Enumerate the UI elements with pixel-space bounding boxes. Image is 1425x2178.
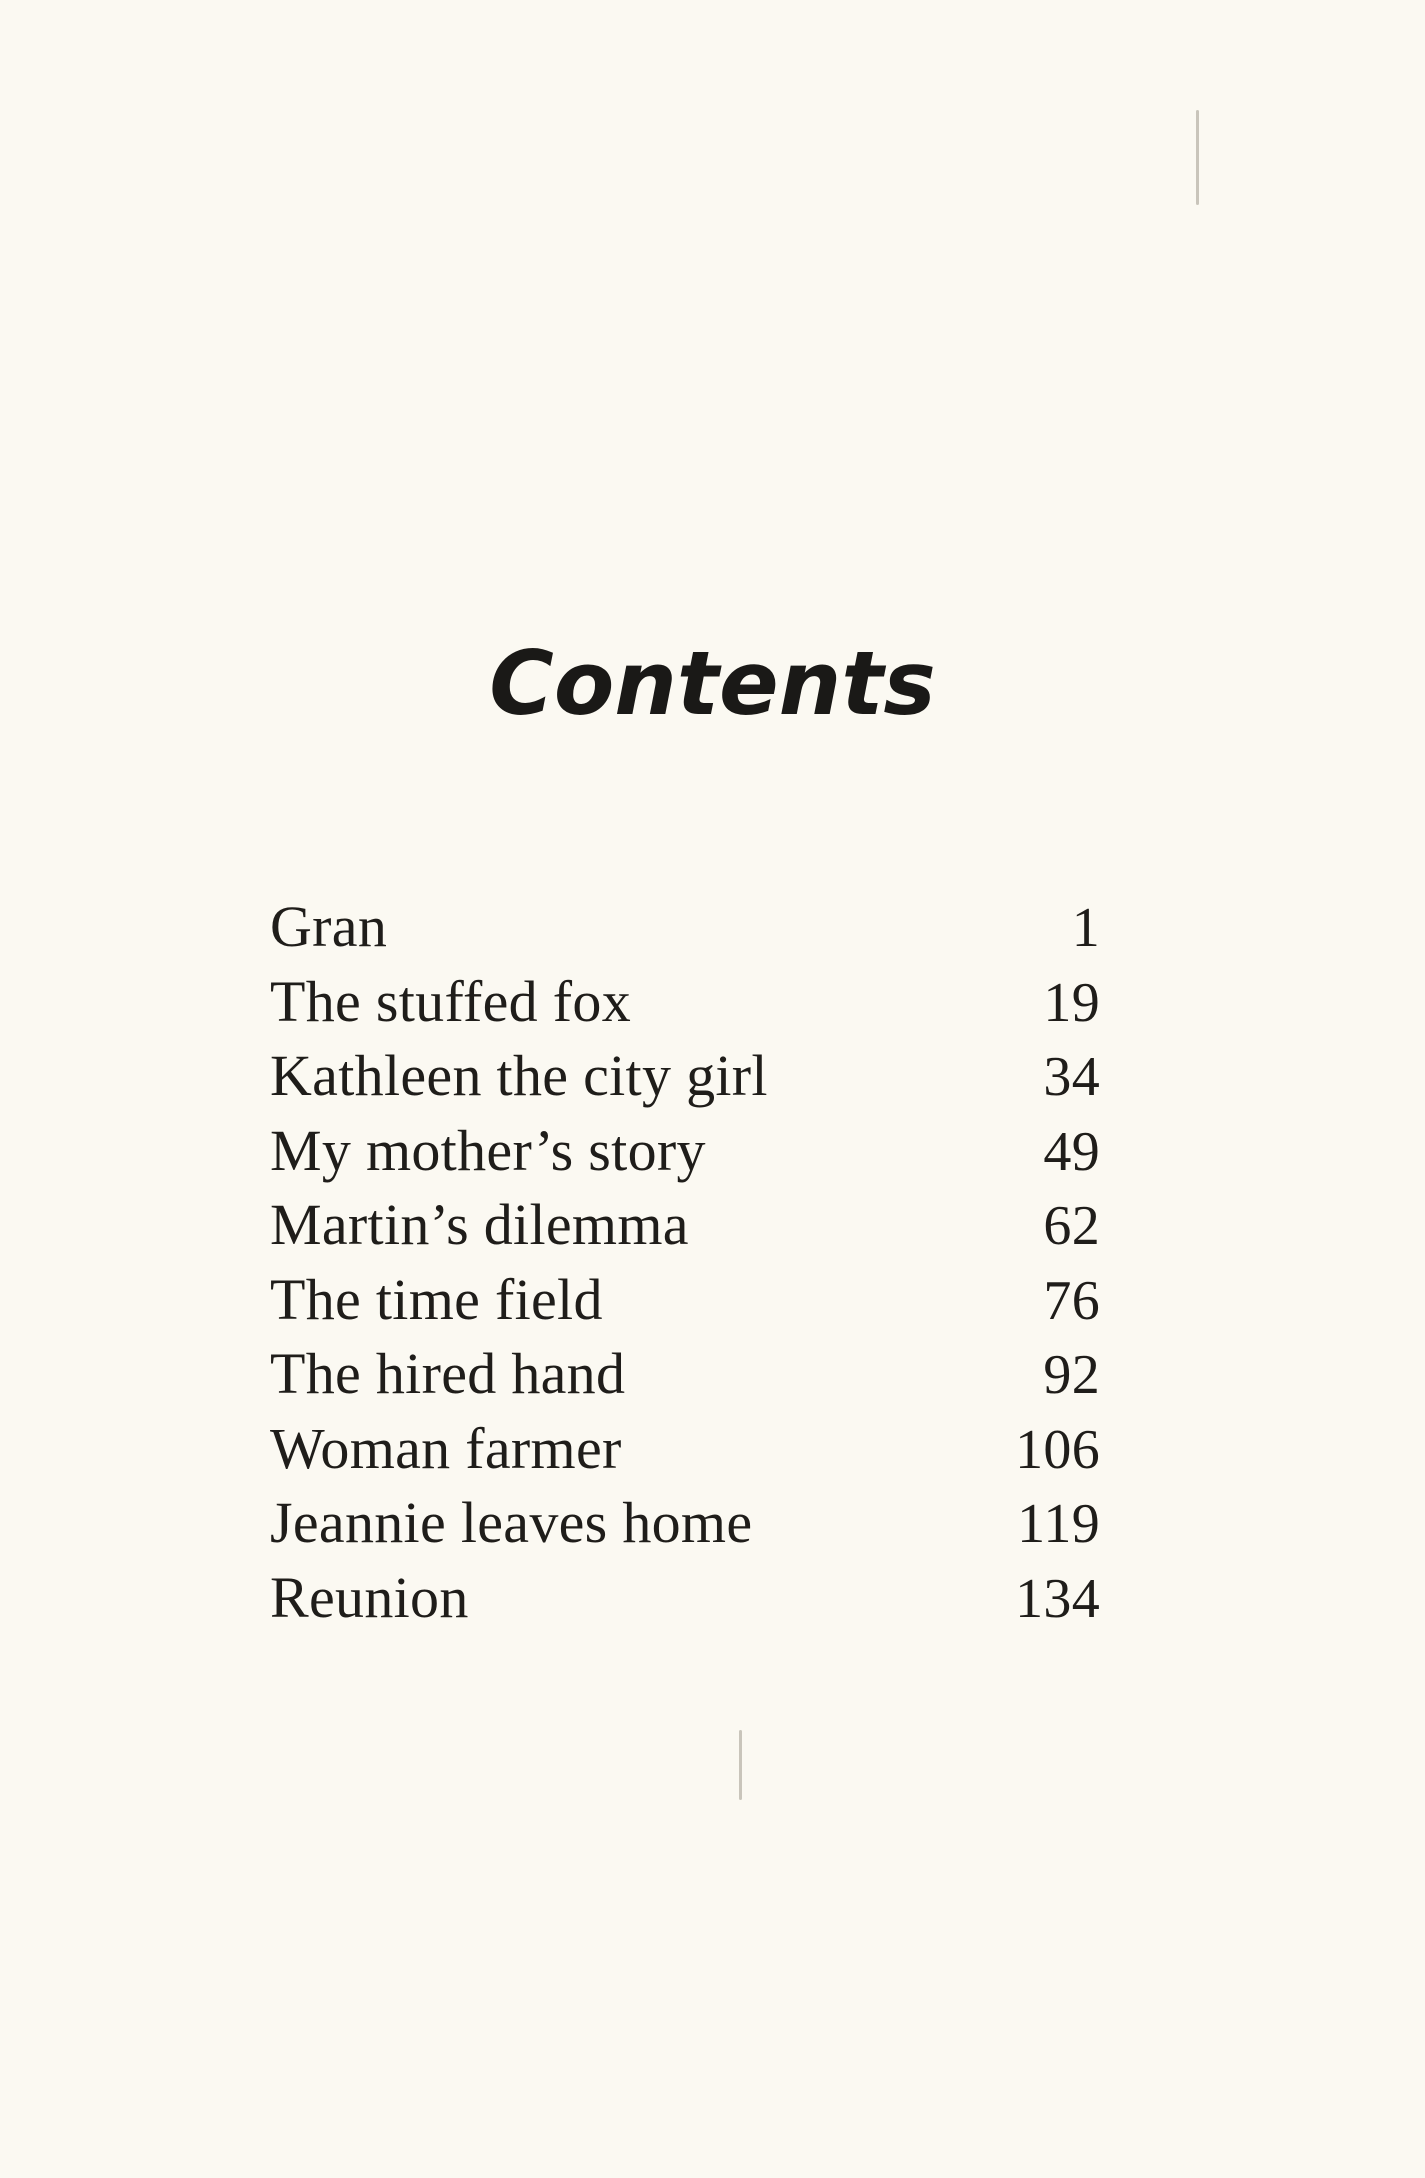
contents-entry <box>270 890 1100 965</box>
entry-page-number: 34 <box>1043 1046 1100 1108</box>
contents-entry <box>270 1188 1100 1263</box>
entry-title: Kathleen the city girl <box>270 1043 768 1108</box>
entry-page-number: 106 <box>1015 1418 1100 1481</box>
entry-page-number: 119 <box>1017 1493 1100 1555</box>
contents-entry <box>270 1561 1100 1636</box>
contents-entry <box>270 1337 1100 1412</box>
entry-page-number: 62 <box>1043 1195 1100 1257</box>
entry-title: My mother’s story <box>270 1117 706 1183</box>
page-title: Contents <box>489 631 936 735</box>
entry-title: Gran <box>270 894 388 959</box>
entry-title: Reunion <box>270 1564 469 1630</box>
contents-entry <box>270 1412 1100 1487</box>
entry-title: Martin’s dilemma <box>270 1192 689 1257</box>
contents-list <box>270 890 1100 1635</box>
paper-mark <box>1196 110 1199 205</box>
entry-title: Woman farmer <box>270 1415 622 1481</box>
contents-entry <box>270 1486 1100 1561</box>
contents-entry <box>270 965 1100 1040</box>
entry-title: The hired hand <box>270 1341 626 1406</box>
entry-page-number: 92 <box>1043 1344 1100 1406</box>
entry-title: Jeannie leaves home <box>270 1490 753 1555</box>
entry-title: The stuffed fox <box>270 968 631 1034</box>
entry-page-number: 134 <box>1015 1567 1100 1630</box>
entry-page-number: 19 <box>1043 971 1100 1034</box>
paper-mark <box>739 1730 742 1800</box>
contents-entry <box>270 1114 1100 1189</box>
contents-entry <box>270 1263 1100 1338</box>
entry-page-number: 49 <box>1043 1120 1100 1183</box>
entry-title: The time field <box>270 1266 603 1332</box>
contents-entry <box>270 1039 1100 1114</box>
entry-page-number: 1 <box>1071 897 1100 959</box>
entry-page-number: 76 <box>1043 1269 1100 1332</box>
